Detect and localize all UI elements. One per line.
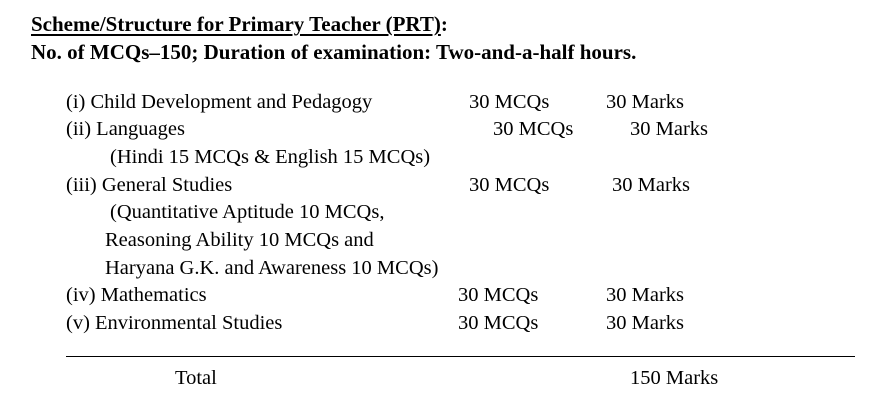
- subject-label-environmental-studies: (v) Environmental Studies: [66, 312, 283, 334]
- subject-mcqs-languages: 30 MCQs: [493, 118, 574, 140]
- exam-duration-subtitle: No. of MCQs–150; Duration of examination: Two-and-a-half hours.: [31, 40, 637, 64]
- subject-marks-mathematics: 30 Marks: [606, 284, 685, 306]
- subject-marks-languages: 30 Marks: [630, 118, 709, 140]
- subject-mcqs-mathematics: 30 MCQs: [458, 284, 539, 306]
- subject-label-mathematics: (iv) Mathematics: [66, 284, 207, 306]
- subject-mcqs-general-studies: 30 MCQs: [469, 174, 550, 196]
- page-title: [31, 14, 448, 35]
- general-studies-note-line-3: Haryana G.K. and Awareness 10 MCQs): [105, 257, 439, 279]
- total-marks: 150 Marks: [630, 367, 719, 389]
- general-studies-note-line-2: Reasoning Ability 10 MCQs and: [105, 229, 374, 251]
- subject-marks-environmental-studies: 30 Marks: [606, 312, 685, 334]
- subject-marks-child-development: 30 Marks: [606, 91, 685, 113]
- subject-label-child-development: (i) Child Development and Pedagogy: [66, 91, 373, 113]
- subject-mcqs-child-development: 30 MCQs: [469, 91, 550, 113]
- title-text: Scheme/Structure for Primary Teacher (PRT): [31, 12, 441, 36]
- subject-marks-general-studies: 30 Marks: [612, 174, 691, 196]
- total-label: Total: [175, 367, 217, 389]
- languages-breakdown-note: (Hindi 15 MCQs & English 15 MCQs): [110, 146, 431, 168]
- subject-label-languages: (ii) Languages: [66, 118, 185, 140]
- subject-mcqs-environmental-studies: 30 MCQs: [458, 312, 539, 334]
- subject-label-general-studies: (iii) General Studies: [66, 174, 233, 196]
- general-studies-note-line-1: (Quantitative Aptitude 10 MCQs,: [110, 201, 385, 223]
- title-colon: :: [440, 12, 448, 36]
- total-divider-line: [66, 356, 855, 357]
